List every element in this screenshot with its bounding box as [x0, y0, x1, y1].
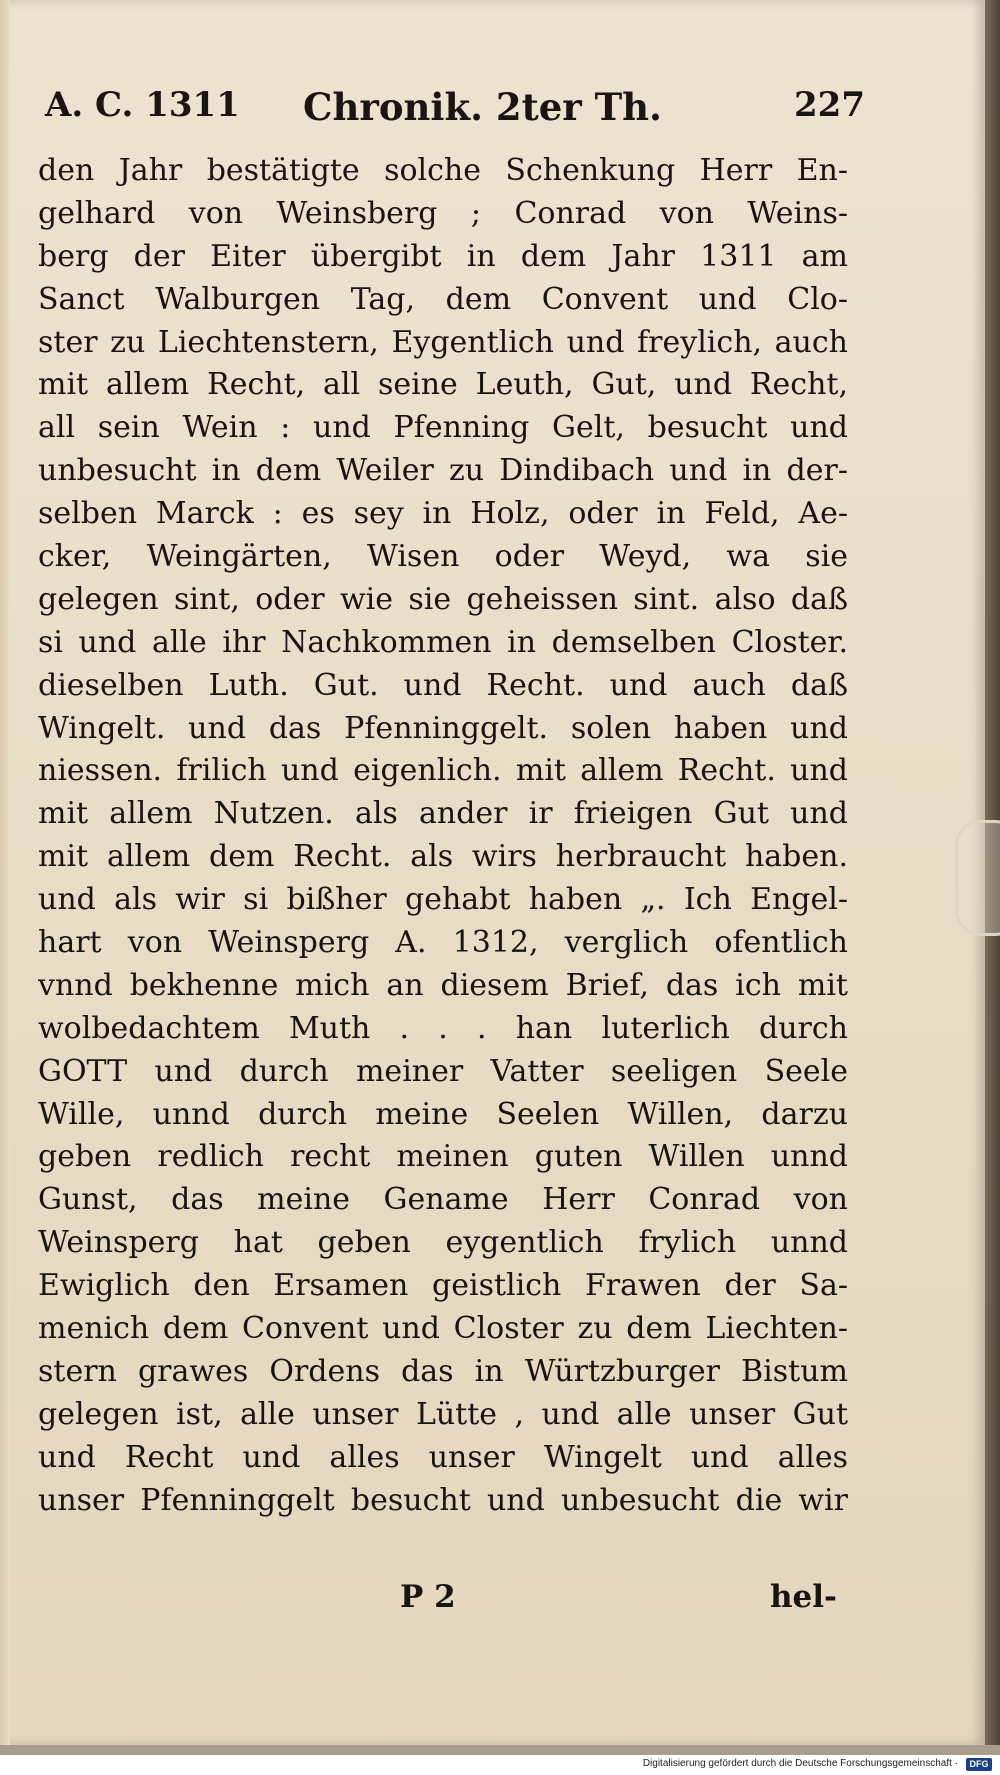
text-line: Gunst, das meine Gename Herr Conrad von [38, 1182, 848, 1218]
page-bottom-edge [0, 1745, 1000, 1755]
catchword: hel- [770, 1579, 837, 1615]
text-line: hart von Weinsperg A. 1312, verglich ofentlich [38, 925, 848, 961]
page-clip [955, 820, 1000, 936]
text-line: gelhard von Weinsberg ; Conrad von Weins- [38, 195, 848, 231]
text-line: mit allem dem Recht. als wirs herbraucht haben. [38, 839, 848, 875]
dfg-logo: DFG [966, 1758, 992, 1771]
text-line: menich dem Convent und Closter zu dem Liechten- [38, 1311, 848, 1347]
page-gutter [0, 0, 10, 1745]
page-number: 227 [794, 85, 865, 125]
signature-mark: P 2 [400, 1579, 456, 1615]
text-line: Ewiglich den Ersamen geistlich Frawen der Sa- [38, 1268, 848, 1304]
text-line: und Recht und alles unser Wingelt und alles [38, 1439, 848, 1475]
text-line: mit allem Nutzen. als ander ir frieigen Gut und [38, 796, 848, 832]
text-line: dieselben Luth. Gut. und Recht. und auch daß [38, 667, 848, 703]
text-line: berg der Eiter übergibt in dem Jahr 1311 am [38, 238, 848, 274]
footer-credit: Digitalisierung gefördert durch die Deutsche Forschungsgemeinschaft · [642, 1758, 958, 1769]
text-line: gelegen sint, oder wie sie geheissen sint. also daß [38, 581, 848, 617]
text-line: GOTT und durch meiner Vatter seeligen Seele [38, 1053, 848, 1089]
text-line: Weinsperg hat geben eygentlich frylich unnd [38, 1225, 848, 1261]
text-line: Wingelt. und das Pfenninggelt. solen haben und [38, 710, 848, 746]
text-line: geben redlich recht meinen guten Willen unnd [38, 1139, 848, 1175]
text-line: selben Marck : es sey in Holz, oder in Feld, Ae- [38, 496, 848, 532]
running-header [45, 85, 865, 135]
text-line: unbesucht in dem Weiler zu Dindibach und in der- [38, 453, 848, 489]
text-line: wolbedachtem Muth . . . han luterlich durch [38, 1010, 848, 1046]
text-line: niessen. frilich und eigenlich. mit allem Recht. und [38, 753, 848, 789]
text-line: Wille, unnd durch meine Seelen Willen, darzu [38, 1096, 848, 1132]
text-line: gelegen ist, alle unser Lütte , und alle unser Gut [38, 1396, 848, 1432]
text-line: ster zu Liechtenstern, Eygentlich und freylich, auch [38, 324, 848, 360]
text-line: cker, Weingärten, Wisen oder Weyd, wa sie [38, 539, 848, 575]
text-line: mit allem Recht, all seine Leuth, Gut, und Recht, [38, 367, 848, 403]
text-line: si und alle ihr Nachkommen in demselben Closter. [38, 624, 848, 660]
text-line: unser Pfenninggelt besucht und unbesucht die wir [38, 1482, 848, 1518]
header-title: Chronik. 2ter Th. [303, 85, 662, 129]
body-text [38, 150, 848, 1523]
text-line: den Jahr bestätigte solche Schenkung Herr En- [38, 153, 848, 188]
footer-bar [0, 1755, 1000, 1775]
text-line: und als wir si bißher gehabt haben „. Ich Engel- [38, 882, 848, 918]
header-year: A. C. 1311 [45, 85, 240, 125]
text-line: vnnd bekhenne mich an diesem Brief, das ich mit [38, 967, 848, 1003]
text-line: stern grawes Ordens das in Würtzburger Bistum [38, 1353, 848, 1389]
text-line: all sein Wein : und Pfenning Gelt, besucht und [38, 410, 848, 446]
text-line: Sanct Walburgen Tag, dem Convent und Clo- [38, 281, 848, 317]
